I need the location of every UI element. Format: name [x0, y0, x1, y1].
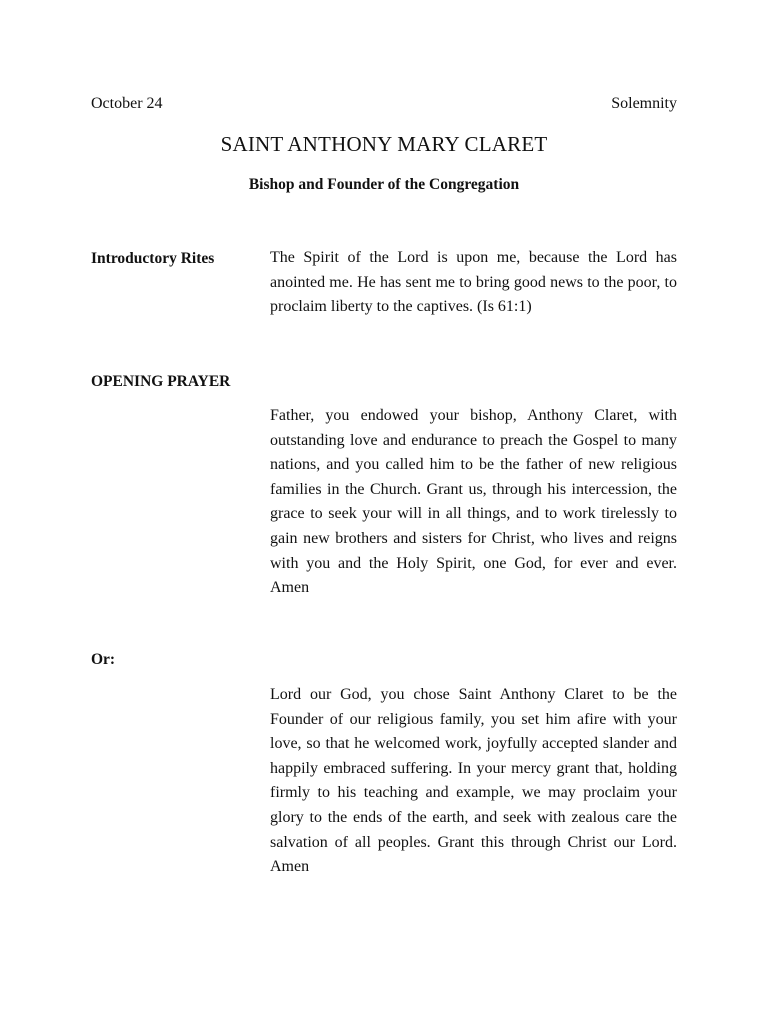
introductory-rites-label: Introductory Rites	[91, 250, 215, 267]
alternative-prayer-label: Or:	[91, 651, 116, 668]
liturgical-rank: Solemnity	[611, 95, 677, 112]
page-subtitle: Bishop and Founder of the Congregation	[248, 176, 520, 193]
alternative-prayer-text: Lord our God, you chose Saint Anthony Claret to be the Founder of our religious family, you set him afire with your love, so that he welcomed work, joyfully accepted slander and happily embraced suffering. In your mercy grant that, holding firmly to his teaching and example, we may proclaim your glory to the ends of the earth, and seek with zealous care the salvation of all peoples. Grant this through Christ our Lord. Amen	[270, 686, 677, 876]
opening-prayer-heading: OPENING PRAYER	[91, 373, 231, 390]
page-title: SAINT ANTHONY MARY CLARET	[220, 132, 548, 156]
opening-prayer-text: Father, you endowed your bishop, Anthony Claret, with outstanding love and endurance to preach the Gospel to many nations, and you called him to be the father of new religious families in the Church. Grant us, through his intercession, the grace to seek your will in all things, and to work tirelessly to gain new brothers and sisters for Christ, who lives and reigns with you and the Holy Spirit, one God, for ever and ever. Amen	[270, 407, 677, 597]
introductory-rites-text: The Spirit of the Lord is upon me, because the Lord has anointed me. He has sent me to bring good news to the poor, to proclaim liberty to the captives. (Is 61:1)	[270, 249, 677, 316]
feast-date: October 24	[91, 95, 163, 112]
